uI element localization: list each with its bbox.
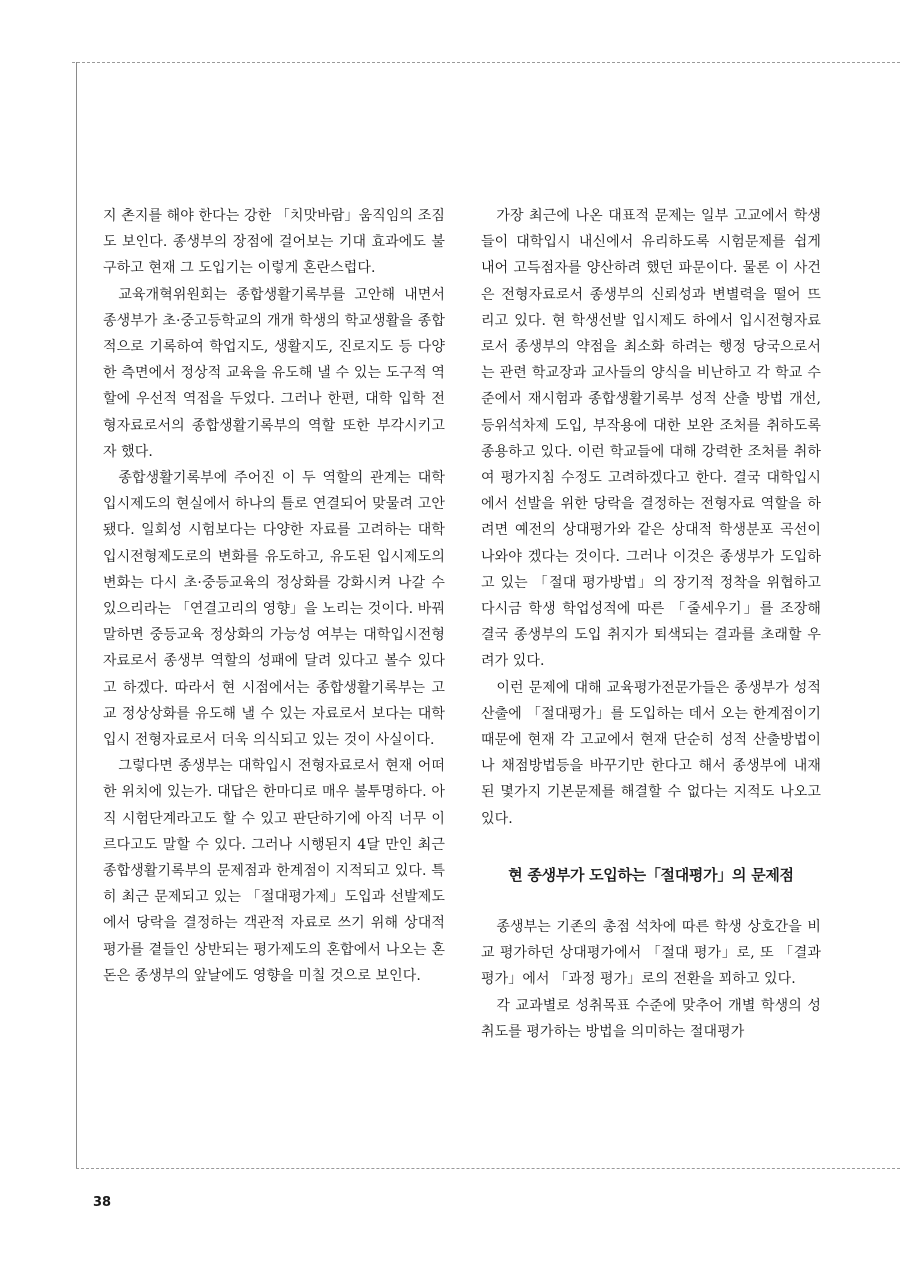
- right-column: [481, 203, 821, 1045]
- page-frame-left: [76, 62, 77, 1168]
- paragraph: 교육개혁위원회는 종합생활기록부를 고안해 내면서 종생부가 초·중고등학교의 개개 학생의 학교생활을 종합적으로 기록하여 학업지도, 생활지도, 진로지도 등 다양한 측면에서 정상적 교육을 유도해 낼 수 있는 도구적 역할에 우선적 역점을 두었다. 그러나 한편, 대학 입학 전형자료로서의 종합생활기록부의 역할 또한 부각시키고자 했다.: [103, 286, 445, 460]
- paragraph: 그렇다면 종생부는 대학입시 전형자료로서 현재 어떠한 위치에 있는가. 대답은 한마디로 매우 불투명하다. 아직 시험단계라고도 할 수 있고 판단하기에 아직 너무 이르다고도 말할 수 있다. 그러나 시행된지 4달 만인 최근 종합생활기록부의 문제점과 한계점이 지적되고 있다. 특히 최근 문제되고 있는 「절대평가제」도입과 선발제도에서 당락을 결정하는 객관적 자료로 쓰기 위해 상대적 평가를 곁들인 상반되는 평가제도의 혼합에서 나오는 혼돈은 종생부의 앞날에도 영향을 미칠 것으로 보인다.: [103, 758, 445, 984]
- page-frame-bottom: [76, 1168, 900, 1169]
- paragraph: 지 촌지를 해야 한다는 강한 「치맛바람」움직임의 조짐도 보인다. 종생부의 장점에 걸어보는 기대 효과에도 불구하고 현재 그 도입기는 이렇게 혼란스럽다.: [103, 208, 445, 277]
- paragraph: 가장 최근에 나온 대표적 문제는 일부 고교에서 학생들이 대학입시 내신에서 유리하도록 시험문제를 쉽게 내어 고득점자를 양산하려 했던 파문이다. 물론 이 사건은 전형자료로서 종생부의 신뢰성과 변별력을 떨어 뜨리고 있다. 현 학생선발 입시제도 하에서 입시전형자료로서 종생부의 약점을 최소화 하려는 행정 당국으로서는 관련 학교장과 교사들의 양식을 비난하고 각 학교 수준에서 재시험과 종합생활기록부 성적 산출 방법 개선, 등위석차제 도입, 부작용에 대한 보완 조처를 취하도록 종용하고 있다. 이런 학교들에 대해 강력한 조처를 취하여 평가지침 수정도 고려하겠다고 한다. 결국 대학입시에서 선발을 위한 당락을 결정하는 전형자료 역할을 하려면 예전의 상대평가와 같은 상대적 학생분포 곡선이 나와야 겠다는 것이다. 그러나 이것은 종생부가 도입하고 있는 「절대 평가방법」의 장기적 정착을 위협하고 다시금 학생 학업성적에 따른 「줄세우기」를 조장해 결국 종생부의 도입 취지가 퇴색되는 결과를 초래할 우려가 있다.: [481, 208, 821, 670]
- paragraph: 종합생활기록부에 주어진 이 두 역할의 관계는 대학입시제도의 현실에서 하나의 틀로 연결되어 맞물려 고안됐다. 일회성 시험보다는 다양한 자료를 고려하는 대학 입시전형제도로의 변화를 유도하고, 유도된 입시제도의 변화는 다시 초·중등교육의 정상화를 강화시켜 나갈 수 있으리라는 「연결고리의 영향」을 노리는 것이다. 바꿔 말하면 중등교육 정상화의 가능성 여부는 대학입시전형자료로서 종생부 역할의 성패에 달려 있다고 볼수 있다고 하겠다. 따라서 현 시점에서는 종합생활기록부는 고교 정상상화를 유도해 낼 수 있는 자료로서 보다는 대학입시 전형자료로서 더욱 의식되고 있는 것이 사실이다.: [103, 470, 445, 749]
- paragraph: 이런 문제에 대해 교육평가전문가들은 종생부가 성적산출에 「절대평가」를 도입하는 데서 오는 한계점이기 때문에 현재 각 고교에서 현재 단순히 성적 산출방법이나 채점방법등을 바꾸기만 한다고 해서 종생부에 내재된 몇가지 기본문제를 해결할 수 없다는 지적도 나오고 있다.: [481, 679, 821, 827]
- paragraph: 종생부는 기존의 총점 석차에 따른 학생 상호간을 비교 평가하던 상대평가에서 「절대 평가」로, 또 「결과 평가」에서 「과정 평가」로의 전환을 꾀하고 있다.: [481, 919, 821, 988]
- page-frame-top: [72, 62, 900, 63]
- left-column: [103, 203, 445, 989]
- section-heading: 현 종생부가 도입하는「절대평가」의 문제점: [508, 865, 794, 884]
- paragraph: 각 교과별로 성취목표 수준에 맞추어 개별 학생의 성취도를 평가하는 방법을 의미하는 절대평가: [481, 997, 821, 1040]
- page-number: 38: [93, 1195, 112, 1210]
